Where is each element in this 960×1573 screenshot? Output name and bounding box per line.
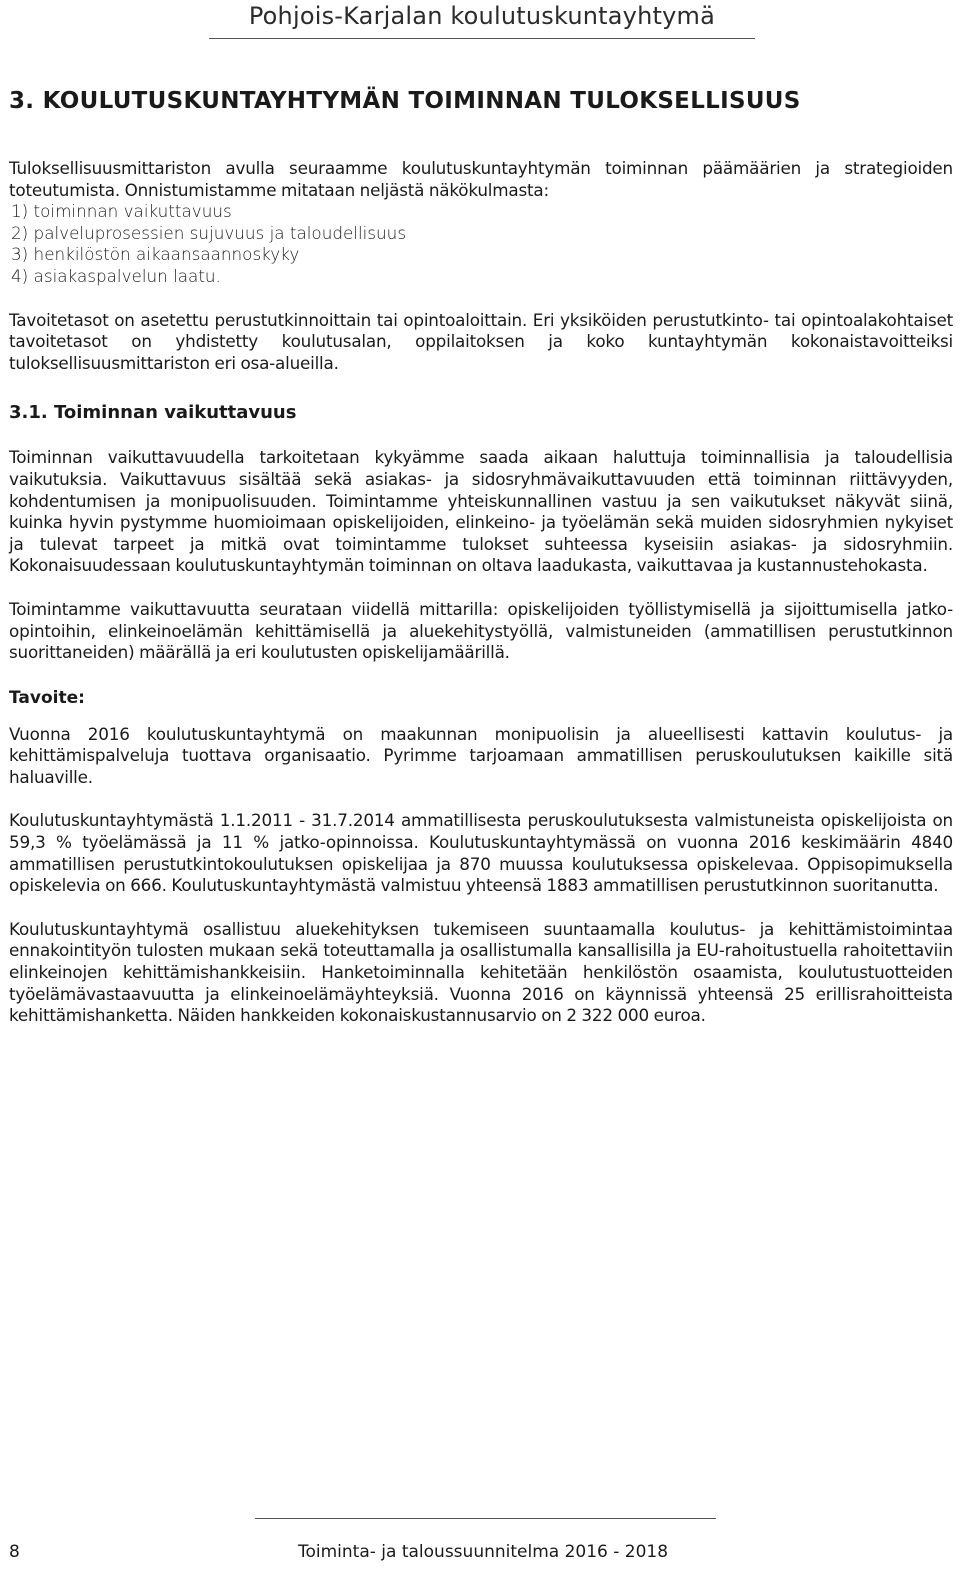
regional-development-paragraph: Koulutuskuntayhtymä osallistuu aluekehityksen tukemiseen suuntaamalla koulutus- ja kehittämistoimintaa ennakointityön tulosten mukaan sekä toteuttamalla ja osallistumalla kansallisilla ja EU-rahoitustuella rahoitettaviin elinkeinojen kehittämishankkeisiin. Hanketoiminnalla kehitetään henkilöstön osaamista, koulutustuotteiden työelämävastaavuutta ja elinkeinoelämäyhteyksiä. Vuonna 2016 on käynnissä yhteensä 25 erillisrahoitteista kehittämishanketta. Näiden hankkeiden kokonaiskustannusarvio on 2 322 000 euroa. <box>9 918 953 1026</box>
targets-paragraph: Tavoitetasot on asetettu perustutkinnoittain tai opintoaloittain. Eri yksiköiden perustutkinto- tai opintoalakohtaiset tavoitetasot on yhdistetty koulutusalan, oppilaitoksen ja koko kuntayhtymän kokonaistavoitteiksi tuloksellisuusmittariston eri osa-alueilla. <box>9 309 953 373</box>
section-title: 3.1. Toiminnan vaikuttavuus <box>9 402 297 424</box>
header-divider <box>209 38 755 39</box>
goal-label: Tavoite: <box>9 687 85 708</box>
graduates-paragraph: Koulutuskuntayhtymästä 1.1.2011 - 31.7.2014 ammatillisesta peruskoulutuksesta valmistuneista opiskelijoista on 59,3 % työelämässä ja 11 % jatko-opinnoissa. Koulutuskuntayhtymässä on vuonna 2016 keskimäärin 4840 ammatillisen perustutkintokoulutuksen opiskelijaa ja 870 muussa koulutuksessa opiskelevaa. Oppisopimuksella opiskelevia on 666. Koulutuskuntayhtymästä valmistuu yhteensä 1883 ammatillisen perustutkinnon suoritanutta. <box>9 810 953 896</box>
list-item: 2) palveluprosessien sujuvuus ja taloudellisuus <box>11 222 407 243</box>
metrics-paragraph: Toimintamme vaikuttavuutta seurataan viidellä mittarilla: opiskelijoiden työllistymisellä ja sijoittumisella jatko-opintoihin, elinkeinoelämän kehittämisellä ja aluekehitystyöllä, valmistuneiden (ammatillisen perustutkinnon suorittaneiden) määrällä ja eri koulutusten opiskelijamäärillä. <box>9 598 953 663</box>
list-item: 4) asiakaspalvelun laatu. <box>11 265 221 286</box>
list-item: 3) henkilöstön aikaansaannoskyky <box>11 244 300 265</box>
list-item: 1) toiminnan vaikuttavuus <box>11 201 232 222</box>
footer-divider <box>255 1518 716 1519</box>
chapter-title: 3. KOULUTUSKUNTAYHTYMÄN TOIMINNAN TULOKSELLISUUS <box>9 88 801 114</box>
page-number: 8 <box>9 1542 20 1562</box>
header-title: Pohjois-Karjalan koulutuskuntayhtymä <box>248 2 715 30</box>
intro-paragraph: Tuloksellisuusmittariston avulla seuraamme koulutuskuntayhtymän toiminnan päämäärien ja strategioiden toteutumista. Onnistumistamme mitataan neljästä näkökulmasta: <box>9 158 953 200</box>
footer-title: Toiminta- ja taloussuunnitelma 2016 - 2018 <box>298 1542 669 1562</box>
goal-paragraph: Vuonna 2016 koulutuskuntayhtymä on maakunnan monipuolisin ja alueellisesti kattavin koulutus- ja kehittämispalveluja tuottava organisaatio. Pyrimme tarjoamaan ammatillisen peruskoulutuksen kaikille sitä haluaville. <box>9 723 953 787</box>
effectiveness-paragraph: Toiminnan vaikuttavuudella tarkoitetaan kykyämme saada aikaan haluttuja toiminnallisia ja taloudellisia vaikutuksia. Vaikuttavuus sisältää sekä asiakas- ja sidosryhmävaikuttavuuden että toiminnan riittävyyden, kohdentumisen ja monipuolisuuden. Toimintamme yhteiskunnallinen vastuu ja sen vaikutukset näkyvät siinä, kuinka hyvin pystymme huomioimaan opiskelijoiden, elinkeino- ja työelämän sekä muiden sidosryhmien nykyiset ja tulevat tarpeet ja mitkä ovat toimintamme tulokset suhteessa kyseisiin asiakas- ja sidosryhmiin. Kokonaisuudessaan koulutuskuntayhtymän toiminnan on oltava laadukasta, vaikuttavaa ja kustannustehokasta. <box>9 447 953 576</box>
perspective-list <box>9 201 953 287</box>
page-content <box>9 88 953 1027</box>
